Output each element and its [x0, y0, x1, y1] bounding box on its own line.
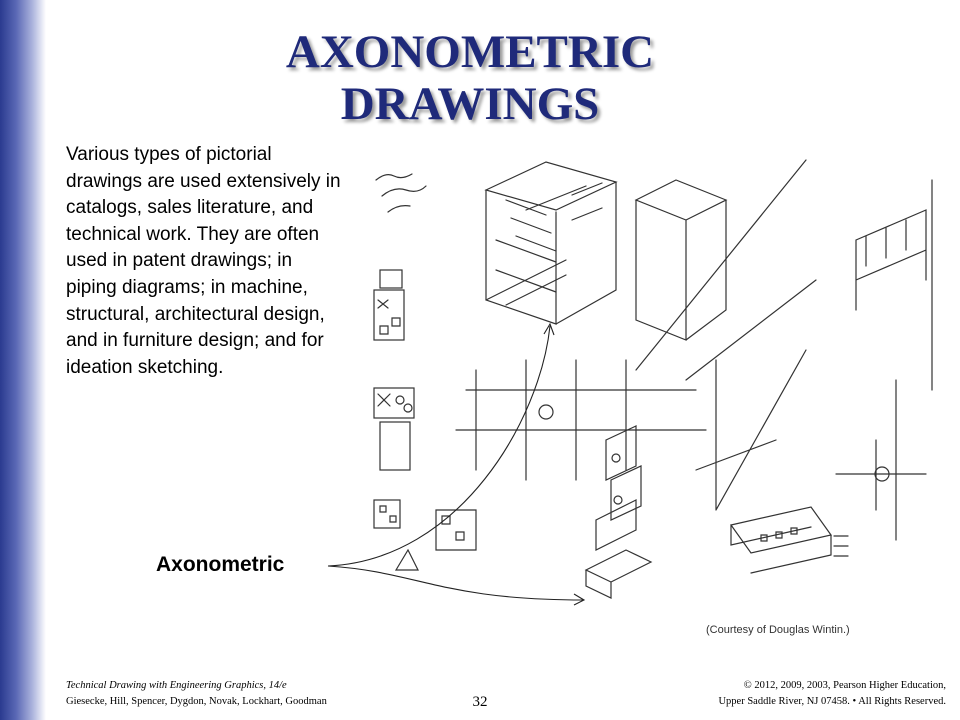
- plan-sketch-3: [374, 500, 400, 528]
- slide-title-line-2: DRAWINGS: [340, 78, 600, 130]
- copyright-line-2: Upper Saddle River, NJ 07458. • All Rights Reserved.: [718, 696, 946, 707]
- tall-box-sketch: [636, 160, 816, 380]
- plan-sketch-1: [374, 270, 404, 340]
- detail-sketch: [836, 440, 926, 510]
- plan-sketch-2: [374, 388, 414, 470]
- slide-body-text: Various types of pictorial drawings are used extensively in catalogs, sales literature, and technical work. They are often used in patent drawings; in piping diagrams; in machine, structural, architectural design, and in furniture design; and for ideation sketching.: [66, 144, 341, 378]
- page-number: 32: [472, 694, 488, 710]
- sketch-illustration: [336, 140, 948, 630]
- structure-grid-sketch: [456, 360, 706, 480]
- shelf-unit-sketch: [486, 162, 616, 324]
- footer-book-info: [66, 678, 426, 710]
- bench-lower-sketch: [696, 350, 896, 573]
- slide-side-bar: [0, 0, 46, 720]
- copyright-line-1: © 2012, 2009, 2003, Pearson Higher Education,: [743, 680, 946, 691]
- footer-copyright: [620, 678, 946, 710]
- slide-title: [230, 26, 710, 130]
- image-credit: (Courtesy of Douglas Wintin.): [706, 624, 850, 636]
- footer-book-title: Technical Drawing with Engineering Graphics, 14/e: [66, 680, 287, 691]
- footer-authors: Giesecke, Hill, Spencer, Dygdon, Novak, Lockhart, Goodman: [66, 696, 327, 707]
- bench-sketch: [856, 180, 932, 390]
- slide-title-line-1: AXONOMETRIC: [285, 26, 655, 78]
- axonometric-label: Axonometric: [156, 553, 285, 576]
- furniture-pieces-sketch: [396, 426, 651, 598]
